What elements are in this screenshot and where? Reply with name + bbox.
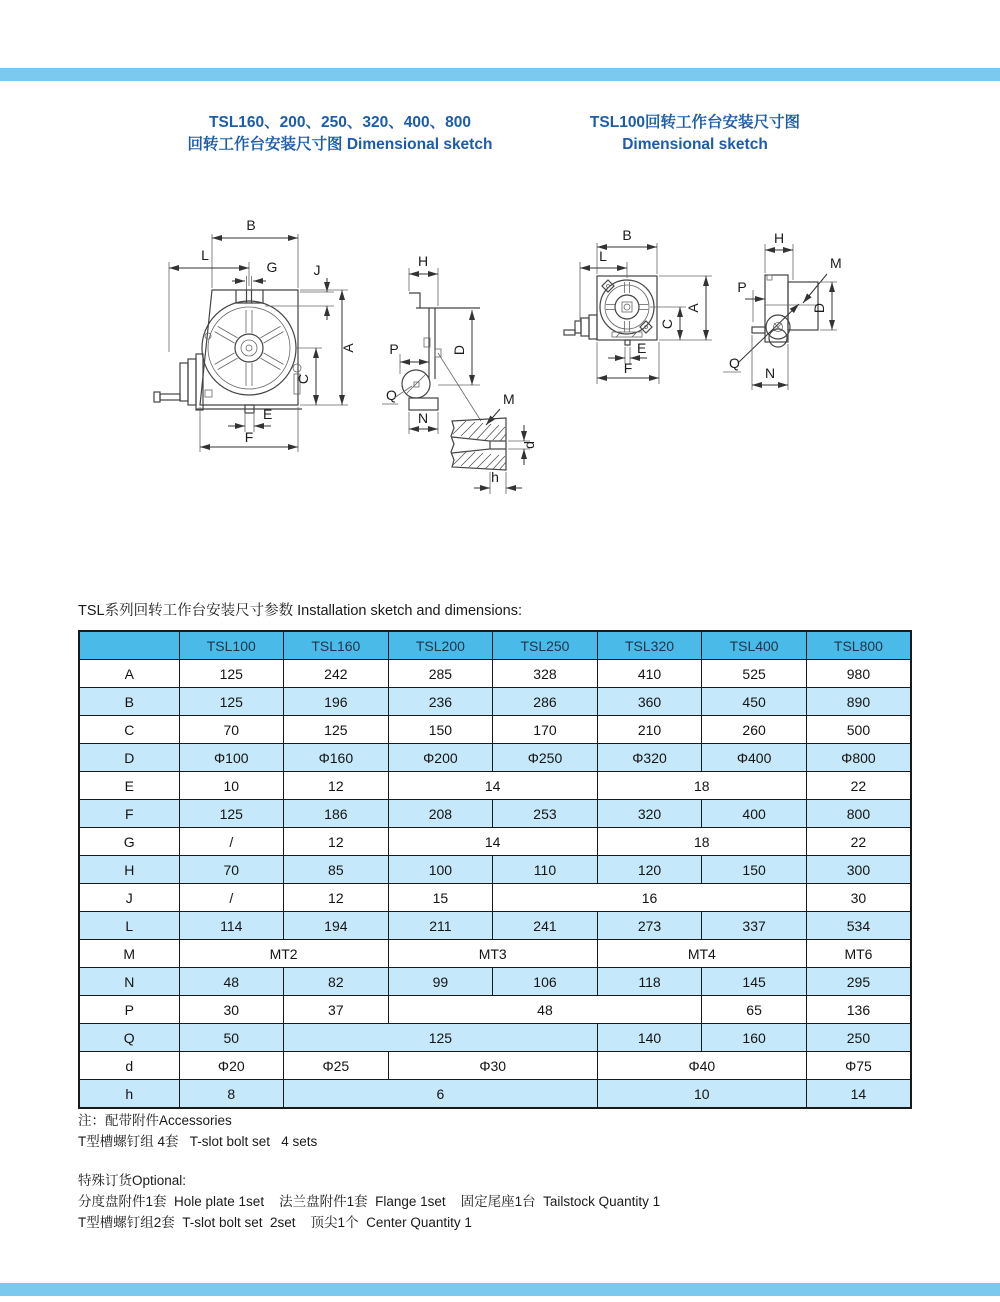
dim-cell: 285: [388, 660, 493, 688]
dim-cell: 50: [179, 1024, 284, 1052]
dim-cell: 114: [179, 912, 284, 940]
dim-row-label: L: [79, 912, 179, 940]
dim-cell: 14: [388, 772, 597, 800]
dim-cell: Φ320: [597, 744, 702, 772]
dim-cell: 70: [179, 856, 284, 884]
dim-cell: Φ250: [493, 744, 598, 772]
heading-large-models-line1: TSL160、200、250、320、400、800: [209, 114, 471, 131]
dim-cell: 48: [179, 968, 284, 996]
dim-cell: MT6: [806, 940, 911, 968]
note-optional-title: 特殊订货Optional:: [78, 1173, 187, 1188]
table-row-N: [79, 968, 911, 996]
dim-cell: 450: [702, 688, 807, 716]
dim-cell: 22: [806, 828, 911, 856]
dim-cell: 196: [284, 688, 389, 716]
col-header: TSL200: [388, 631, 493, 660]
dim-cell: 400: [702, 800, 807, 828]
dim-row-label: G: [79, 828, 179, 856]
dim-cell: 125: [284, 716, 389, 744]
dim-row-label: J: [79, 884, 179, 912]
col-header: TSL400: [702, 631, 807, 660]
dim-label-L: L: [201, 247, 209, 263]
table-title: TSL系列回转工作台安装尺寸参数 Installation sketch and dimensions:: [78, 603, 522, 619]
table-row-d: [79, 1052, 911, 1080]
table-row-L: [79, 912, 911, 940]
dim-cell: 48: [388, 996, 702, 1024]
table-row-C: [79, 716, 911, 744]
dim-cell: Φ100: [179, 744, 284, 772]
dim-cell: 211: [388, 912, 493, 940]
dim-cell: 30: [806, 884, 911, 912]
dim-cell: 125: [179, 800, 284, 828]
col-header: TSL320: [597, 631, 702, 660]
dim-label-C: C: [659, 318, 675, 330]
table-row-h: [79, 1080, 911, 1109]
heading-tsl100-line2: Dimensional sketch: [622, 136, 768, 153]
dim-cell: Φ400: [702, 744, 807, 772]
sketch-tsl100-side-view: [715, 228, 900, 423]
dim-label-L: L: [599, 248, 607, 264]
dim-cell: Φ160: [284, 744, 389, 772]
table-row-E: [79, 772, 911, 800]
top-accent-bar: [0, 68, 1000, 81]
dim-cell: 6: [284, 1080, 598, 1109]
dim-row-label: A: [79, 660, 179, 688]
note-optional-line2: T型槽螺钉组2套 T-slot bolt set 2set 顶尖1个 Center Quantity 1: [78, 1215, 472, 1230]
dim-cell: 30: [179, 996, 284, 1024]
table-header-row: [79, 631, 911, 660]
dim-label-Q: Q: [386, 387, 397, 403]
dim-label-d-small: d: [521, 441, 537, 449]
dim-cell: 800: [806, 800, 911, 828]
col-header: TSL800: [806, 631, 911, 660]
dim-label-N: N: [417, 410, 429, 426]
dim-label-F: F: [623, 360, 633, 376]
dim-cell: Φ25: [284, 1052, 389, 1080]
dim-label-P: P: [389, 341, 399, 357]
dim-label-D: D: [811, 302, 827, 314]
dim-label-M: M: [830, 255, 842, 271]
bottom-accent-bar: [0, 1283, 1000, 1296]
dim-cell: 328: [493, 660, 598, 688]
dim-label-A: A: [685, 303, 701, 313]
dim-cell: 145: [702, 968, 807, 996]
dim-row-label: M: [79, 940, 179, 968]
col-header: TSL160: [284, 631, 389, 660]
dim-label-D: D: [451, 344, 467, 356]
dim-row-label: F: [79, 800, 179, 828]
dim-cell: 125: [284, 1024, 598, 1052]
dim-cell: 980: [806, 660, 911, 688]
dim-cell: 14: [388, 828, 597, 856]
heading-tsl100: [530, 112, 860, 156]
dim-cell: 106: [493, 968, 598, 996]
dim-label-H: H: [417, 253, 429, 269]
dim-cell: 286: [493, 688, 598, 716]
dim-cell: 242: [284, 660, 389, 688]
dim-row-label: H: [79, 856, 179, 884]
heading-large-models-line2: 回转工作台安装尺寸图 Dimensional sketch: [187, 136, 493, 153]
dim-cell: 85: [284, 856, 389, 884]
dim-cell: Φ40: [597, 1052, 806, 1080]
dim-label-B: B: [622, 227, 632, 243]
dim-cell: 82: [284, 968, 389, 996]
dim-cell: 295: [806, 968, 911, 996]
dim-cell: 18: [597, 772, 806, 800]
dim-cell: 18: [597, 828, 806, 856]
dim-row-label: Q: [79, 1024, 179, 1052]
table-row-Q: [79, 1024, 911, 1052]
dim-cell: 525: [702, 660, 807, 688]
dim-cell: /: [179, 828, 284, 856]
dim-cell: 241: [493, 912, 598, 940]
dim-cell: 70: [179, 716, 284, 744]
dim-cell: 136: [806, 996, 911, 1024]
dim-cell: 37: [284, 996, 389, 1024]
dim-cell: 118: [597, 968, 702, 996]
dim-cell: 140: [597, 1024, 702, 1052]
dim-cell: 500: [806, 716, 911, 744]
table-row-A: [79, 660, 911, 688]
dim-cell: 210: [597, 716, 702, 744]
dim-cell: Φ75: [806, 1052, 911, 1080]
col-header: TSL100: [179, 631, 284, 660]
dim-row-label: B: [79, 688, 179, 716]
dim-cell: 99: [388, 968, 493, 996]
col-header: TSL250: [493, 631, 598, 660]
dim-cell: 14: [806, 1080, 911, 1109]
dim-cell: 236: [388, 688, 493, 716]
dim-cell: Φ30: [388, 1052, 597, 1080]
dim-cell: 253: [493, 800, 598, 828]
dim-cell: 15: [388, 884, 493, 912]
table-row-P: [79, 996, 911, 1024]
dim-cell: 12: [284, 772, 389, 800]
dim-cell: 186: [284, 800, 389, 828]
dim-cell: 8: [179, 1080, 284, 1109]
dim-row-label: C: [79, 716, 179, 744]
dim-cell: 410: [597, 660, 702, 688]
table-row-H: [79, 856, 911, 884]
dim-row-label: E: [79, 772, 179, 800]
dim-cell: 260: [702, 716, 807, 744]
dim-cell: 65: [702, 996, 807, 1024]
dim-label-E: E: [263, 406, 273, 422]
dim-label-H: H: [773, 230, 785, 246]
table-row-B: [79, 688, 911, 716]
dim-cell: 890: [806, 688, 911, 716]
dim-label-h-small: h: [491, 469, 499, 485]
dim-cell: 12: [284, 828, 389, 856]
dim-cell: 10: [597, 1080, 806, 1109]
dim-cell: 110: [493, 856, 598, 884]
dim-cell: 12: [284, 884, 389, 912]
heading-large-models: [140, 112, 540, 156]
dim-cell: 150: [702, 856, 807, 884]
table-row-D: [79, 744, 911, 772]
dim-label-P: P: [737, 279, 747, 295]
dim-cell: 194: [284, 912, 389, 940]
dim-label-C: C: [295, 373, 311, 385]
table-row-G: [79, 828, 911, 856]
dim-cell: 160: [702, 1024, 807, 1052]
dim-cell: MT2: [179, 940, 388, 968]
sketch-large-side-view: [372, 232, 587, 522]
note-optional-line1: 分度盘附件1套 Hole plate 1set 法兰盘附件1套 Flange 1set 固定尾座1台 Tailstock Quantity 1: [78, 1194, 661, 1209]
dim-cell: 150: [388, 716, 493, 744]
dim-cell: Φ200: [388, 744, 493, 772]
dim-label-B: B: [246, 217, 256, 233]
dim-cell: 534: [806, 912, 911, 940]
dim-row-label: D: [79, 744, 179, 772]
note-accessories-title: 注：配带附件Accessories: [78, 1113, 232, 1128]
dim-cell: 273: [597, 912, 702, 940]
dim-cell: 170: [493, 716, 598, 744]
sketch-large-front-view: [150, 202, 385, 487]
dim-row-label: h: [79, 1080, 179, 1109]
col-header: [79, 631, 179, 660]
dim-cell: 208: [388, 800, 493, 828]
dimensions-table: [78, 630, 912, 1109]
table-row-F: [79, 800, 911, 828]
dim-label-J: J: [313, 262, 321, 278]
dim-cell: 100: [388, 856, 493, 884]
dim-cell: 16: [493, 884, 807, 912]
table-row-M: [79, 940, 911, 968]
dim-row-label: P: [79, 996, 179, 1024]
dim-label-Q: Q: [729, 355, 740, 371]
dim-cell: 125: [179, 688, 284, 716]
dim-cell: 320: [597, 800, 702, 828]
dim-row-label: d: [79, 1052, 179, 1080]
dim-label-A: A: [340, 343, 356, 353]
dim-label-F: F: [244, 429, 254, 445]
dim-cell: 250: [806, 1024, 911, 1052]
dim-cell: Φ20: [179, 1052, 284, 1080]
heading-tsl100-line1: TSL100回转工作台安装尺寸图: [589, 114, 801, 131]
note-accessories-detail: T型槽螺钉组 4套 T-slot bolt set 4 sets: [78, 1134, 318, 1149]
dim-cell: Φ800: [806, 744, 911, 772]
dim-cell: 10: [179, 772, 284, 800]
dim-cell: 337: [702, 912, 807, 940]
table-row-J: [79, 884, 911, 912]
dim-cell: 22: [806, 772, 911, 800]
dim-cell: 360: [597, 688, 702, 716]
dim-label-E: E: [637, 340, 647, 356]
dim-cell: 300: [806, 856, 911, 884]
dim-label-N: N: [764, 365, 776, 381]
dim-cell: MT4: [597, 940, 806, 968]
dim-cell: 125: [179, 660, 284, 688]
dim-label-G: G: [266, 259, 278, 275]
dim-label-M: M: [503, 391, 515, 407]
dim-row-label: N: [79, 968, 179, 996]
dim-cell: /: [179, 884, 284, 912]
dim-cell: 120: [597, 856, 702, 884]
dim-cell: MT3: [388, 940, 597, 968]
